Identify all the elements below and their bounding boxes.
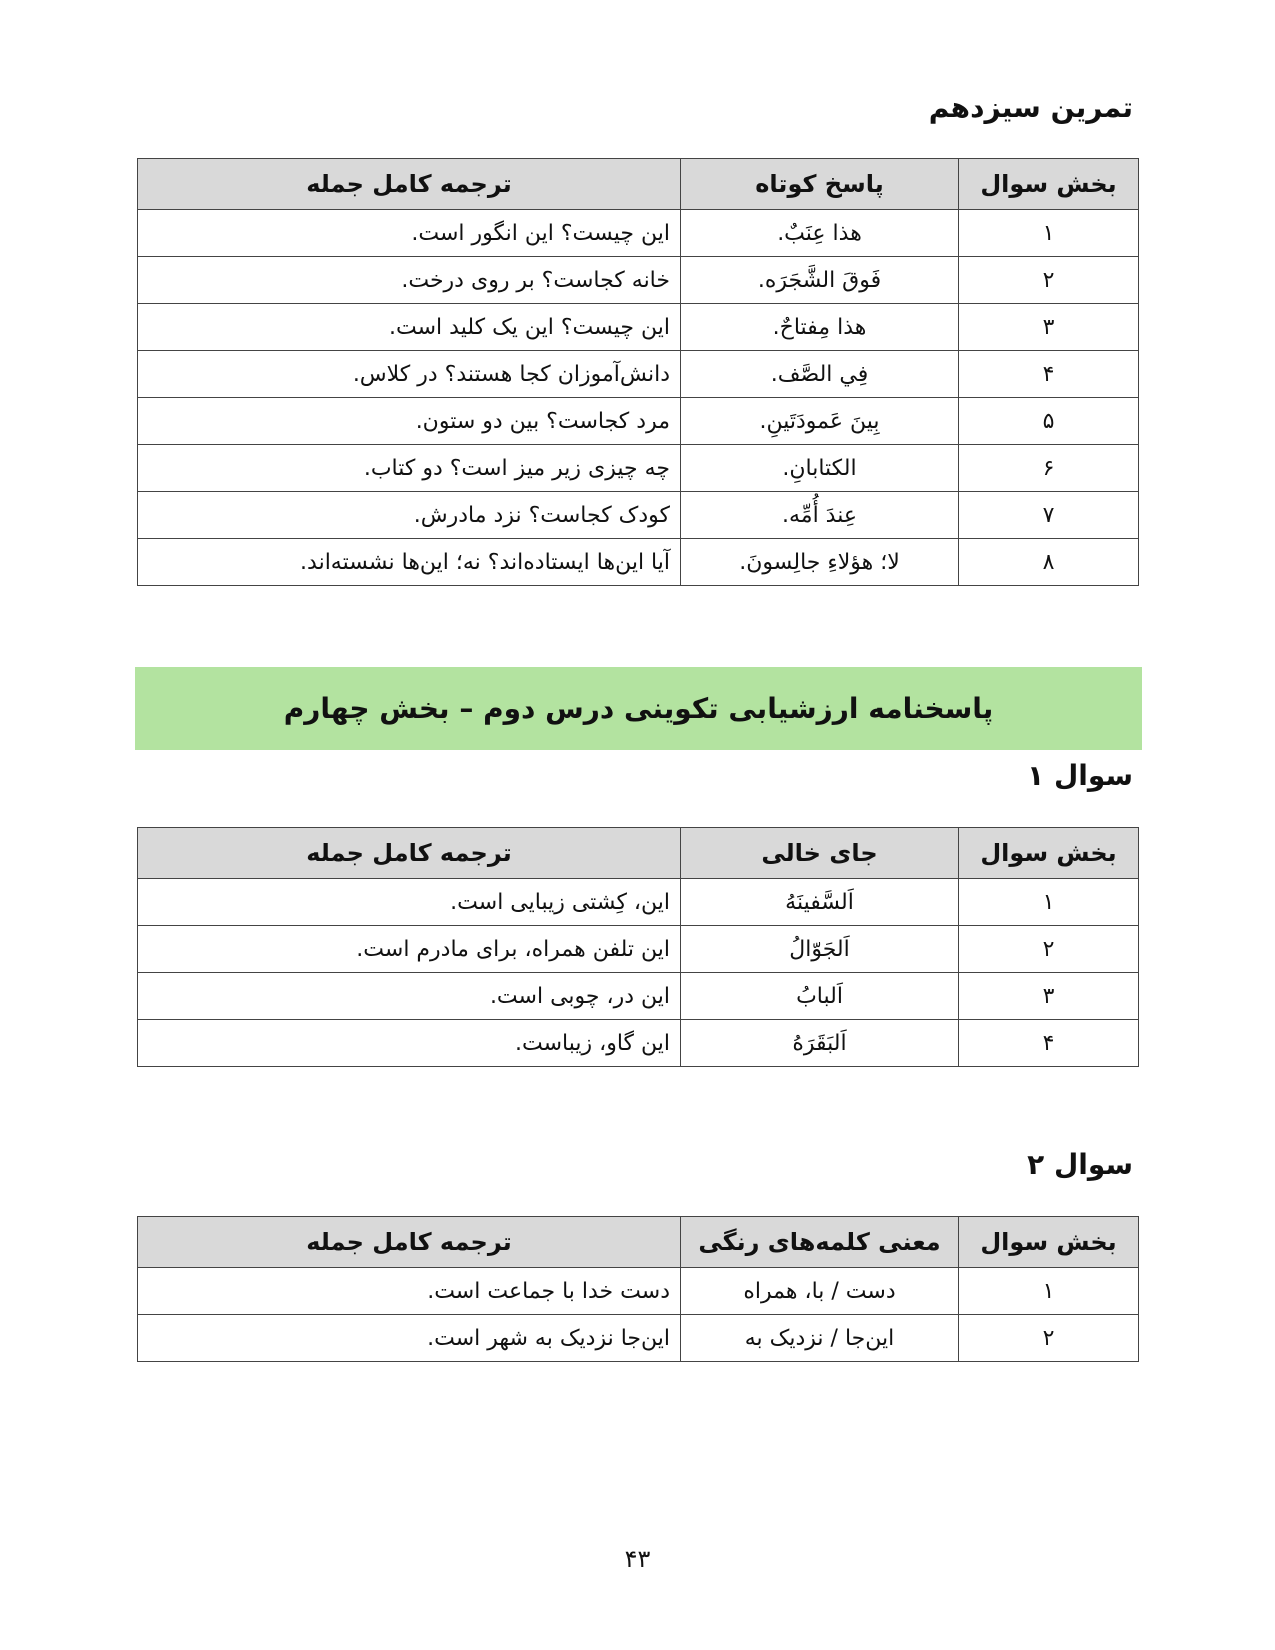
row-translation: دانش‌آموزان کجا هستند؟ در کلاس. xyxy=(138,351,681,398)
table-header-row xyxy=(138,1217,1139,1268)
row-answer: اَلبابُ xyxy=(681,973,959,1020)
row-translation: دست خدا با جماعت است. xyxy=(138,1268,681,1315)
header-question-part: بخش سوال xyxy=(959,159,1139,210)
row-number: ۳ xyxy=(959,304,1139,351)
table-row xyxy=(138,879,1139,926)
row-translation: این گاو، زیباست. xyxy=(138,1020,681,1067)
row-answer: اَلسَّفینَهُ xyxy=(681,879,959,926)
header-short-answer: پاسخ کوتاه xyxy=(681,159,959,210)
row-answer: فَوقَ الشَّجَرَه. xyxy=(681,257,959,304)
section-title: تمرین سیزدهم xyxy=(928,91,1133,124)
row-number: ۴ xyxy=(959,351,1139,398)
row-number: ۷ xyxy=(959,492,1139,539)
table-row xyxy=(138,210,1139,257)
row-number: ۱ xyxy=(959,210,1139,257)
answer-key-banner xyxy=(135,667,1142,750)
row-answer: الکتابانِ. xyxy=(681,445,959,492)
table-row xyxy=(138,973,1139,1020)
question-2-title: سوال ۲ xyxy=(1027,1148,1133,1181)
header-blank: جای خالی xyxy=(681,828,959,879)
table-row xyxy=(138,351,1139,398)
table-row xyxy=(138,304,1139,351)
table-row xyxy=(138,1315,1139,1362)
row-translation: آیا این‌ها ایستاده‌اند؟ نه؛ این‌ها نشسته‌اند. xyxy=(138,539,681,586)
table-row xyxy=(138,1020,1139,1067)
answers-table-question-2 xyxy=(137,1216,1139,1362)
header-question-part: بخش سوال xyxy=(959,1217,1139,1268)
row-translation: کودک کجاست؟ نزد مادرش. xyxy=(138,492,681,539)
answers-table-question-1 xyxy=(137,827,1139,1067)
row-answer: فِي الصَّف. xyxy=(681,351,959,398)
row-number: ۶ xyxy=(959,445,1139,492)
row-answer: اَلجَوّالُ xyxy=(681,926,959,973)
header-question-part: بخش سوال xyxy=(959,828,1139,879)
row-translation: این چیست؟ این انگور است. xyxy=(138,210,681,257)
row-translation: خانه کجاست؟ بر روی درخت. xyxy=(138,257,681,304)
question-1-title: سوال ۱ xyxy=(1027,759,1133,792)
row-number: ۵ xyxy=(959,398,1139,445)
row-number: ۴ xyxy=(959,1020,1139,1067)
row-answer: اَلبَقَرَهُ xyxy=(681,1020,959,1067)
row-answer: دست / با، همراه xyxy=(681,1268,959,1315)
table-row xyxy=(138,1268,1139,1315)
row-answer: این‌جا / نزدیک به xyxy=(681,1315,959,1362)
table-row xyxy=(138,445,1139,492)
row-translation: این‌جا نزدیک به شهر است. xyxy=(138,1315,681,1362)
header-translation: ترجمه کامل جمله xyxy=(138,1217,681,1268)
header-translation: ترجمه کامل جمله xyxy=(138,159,681,210)
row-number: ۲ xyxy=(959,257,1139,304)
row-translation: این تلفن همراه، برای مادرم است. xyxy=(138,926,681,973)
row-translation: مرد کجاست؟ بین دو ستون. xyxy=(138,398,681,445)
table-row xyxy=(138,257,1139,304)
table-row xyxy=(138,398,1139,445)
row-answer: هذا مِفتاحٌ. xyxy=(681,304,959,351)
row-answer: لا؛ هؤلاءِ جالِسونَ. xyxy=(681,539,959,586)
table-row xyxy=(138,492,1139,539)
table-header-row xyxy=(138,159,1139,210)
row-number: ۲ xyxy=(959,926,1139,973)
table-row xyxy=(138,539,1139,586)
row-number: ۸ xyxy=(959,539,1139,586)
row-number: ۱ xyxy=(959,1268,1139,1315)
row-translation: این، کِشتی زیبایی است. xyxy=(138,879,681,926)
header-colored-words-meaning: معنی کلمه‌های رنگی xyxy=(681,1217,959,1268)
header-translation: ترجمه کامل جمله xyxy=(138,828,681,879)
answers-table-exercise-13 xyxy=(137,158,1139,586)
table-row xyxy=(138,926,1139,973)
row-translation: این چیست؟ این یک کلید است. xyxy=(138,304,681,351)
table-header-row xyxy=(138,828,1139,879)
row-answer: عِندَ أُمِّه. xyxy=(681,492,959,539)
row-translation: این در، چوبی است. xyxy=(138,973,681,1020)
row-number: ۳ xyxy=(959,973,1139,1020)
row-answer: هذا عِنَبٌ. xyxy=(681,210,959,257)
row-translation: چه چیزی زیر میز است؟ دو کتاب. xyxy=(138,445,681,492)
row-answer: بِینَ عَمودَتَینِ. xyxy=(681,398,959,445)
banner-title: پاسخنامه ارزشیابی تکوینی درس دوم – بخش چهارم xyxy=(283,692,994,725)
row-number: ۱ xyxy=(959,879,1139,926)
page-number: ۴۳ xyxy=(624,1545,651,1573)
row-number: ۲ xyxy=(959,1315,1139,1362)
